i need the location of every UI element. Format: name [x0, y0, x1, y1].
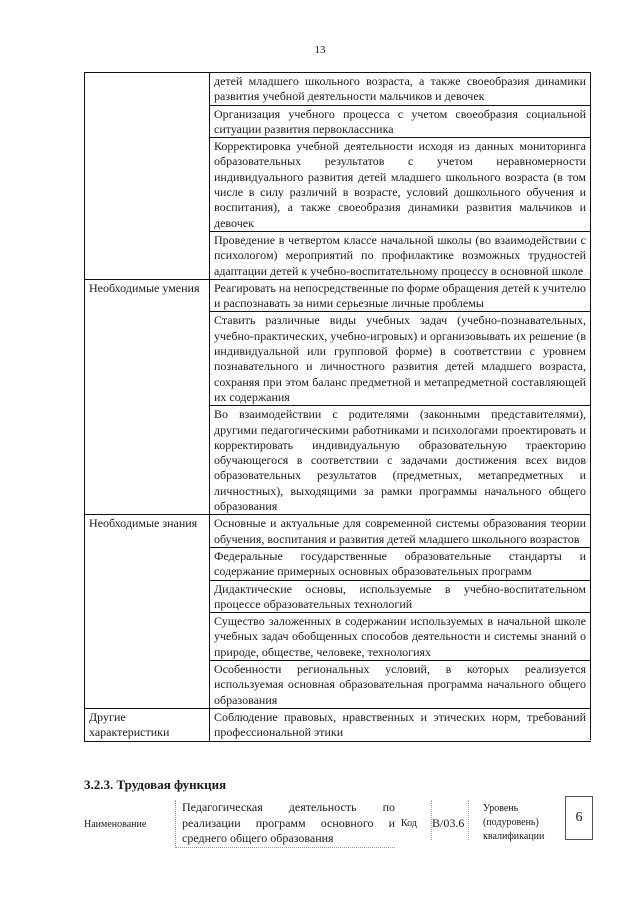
section-title: 3.2.3. Трудовая функция	[84, 777, 227, 792]
table-cell: Корректировка учебной деятельности исходя из данных мониторинга образовательных результатов с учетом неравномерности индивидуального развития детей младшего школьного возраста (в том числе в силу различий в возрасте, условий дошкольного обучения и воспитания), а также своеобразия динамики развития мальчиков и девочек	[210, 138, 591, 232]
table-cell: Основные и актуальные для современной системы образования теории обучения, воспитания и развития детей младшего школьного возрастов	[210, 515, 591, 548]
table-cell: Проведение в четвертом классе начальной школы (во взаимодействии с психологом) мероприятий по профилактике возможных трудностей адаптации детей к учебно-воспитательному процессу в основной школе	[210, 232, 591, 279]
table-cell: Соблюдение правовых, нравственных и этических норм, требований профессиональной этики	[210, 709, 591, 741]
row-label: Необходимые знания	[85, 515, 210, 708]
table-row-activities-continued	[85, 73, 591, 280]
row-label: Необходимые умения	[85, 280, 210, 514]
table-cell: Реагировать на непосредственные по форме обращения детей к учителю и распознавать за ними серьезные личные проблемы	[210, 280, 591, 313]
table-cell: Особенности региональных условий, в которых реализуется используемая основная образовательная программа начального общего образования	[210, 661, 591, 708]
table-cell: Федеральные государственные образовательные стандарты и содержание примерных основных образовательных программ	[210, 548, 591, 581]
name-label: Наименование	[84, 819, 147, 830]
table-row-other	[85, 709, 591, 742]
table-cell: Во взаимодействии с родителями (законными представителями), другими педагогическими работниками и психологами проектировать и корректировать индивидуальную образовательную траекторию обучающегося в соответствии с задачами достижения всех видов образовательных результатов (предметных, метапредметных и личностных), выходящими за рамки программы начального общего образования	[210, 406, 591, 514]
code-value: В/03.6	[432, 816, 465, 830]
labor-function-name: Педагогическая деятельность по реализации программ основного и среднего общего образования	[175, 800, 395, 848]
code-label: Код	[401, 818, 417, 829]
table-cell: Ставить различные виды учебных задач (учебно-познавательных, учебно-практических, учебно-игровых) и организовывать их решение (в индивидуальной или групповой форме) в соответствии с уровнем познавательного и личностного развития детей младшего возраста, сохраняя при этом баланс предметной и метапредметной составляющей их содержания	[210, 312, 591, 406]
row-label: Другие характеристики	[85, 709, 210, 741]
table-cell: Дидактические основы, используемые в учебно-воспитательном процессе образовательных технологий	[210, 581, 591, 614]
row-label	[85, 73, 210, 279]
table-row-knowledge	[85, 515, 591, 709]
table-cell: Существо заложенных в содержании используемых в начальной школе учебных задач обобщенных способов деятельности и системы знаний о природе, обществе, человеке, технологиях	[210, 613, 591, 661]
level-value: 6	[565, 796, 593, 840]
competency-table	[84, 72, 591, 742]
table-row-skills	[85, 280, 591, 515]
level-label: Уровень (подуровень) квалификации	[483, 803, 545, 842]
table-cell: Организация учебного процесса с учетом своеобразия социальной ситуации развития первоклассника	[210, 106, 591, 139]
table-cell: детей младшего школьного возраста, а также своеобразия динамики развития учебной деятельности мальчиков и девочек	[210, 73, 591, 106]
page-number: 13	[314, 44, 326, 56]
